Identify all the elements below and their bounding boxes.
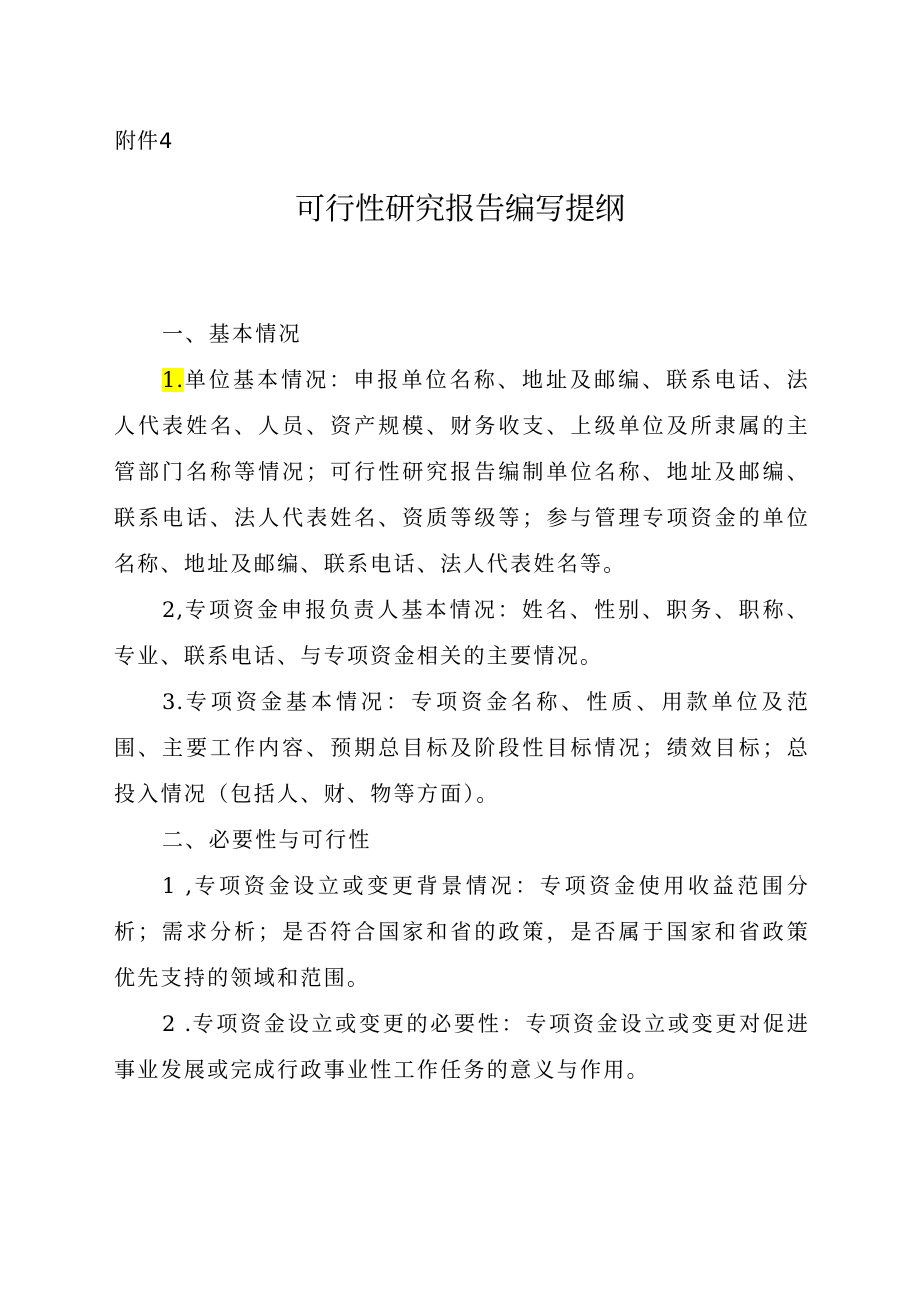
- item-number: 2,: [162, 598, 185, 622]
- document-title: 可行性研究报告编写提纲: [295, 192, 625, 227]
- list-item: [114, 357, 810, 587]
- list-item: [114, 679, 810, 817]
- item-number: 2 .: [162, 1012, 193, 1036]
- list-item: [114, 587, 810, 679]
- section-heading-2: 二、必要性与可行性: [162, 828, 372, 852]
- item-number-highlighted: 1.: [162, 368, 185, 392]
- item-text: 专项资金设立或变更的必要性：专项资金设立或变更对促进事业发展或完成行政事业性工作任务的意义与作用。: [114, 1012, 810, 1082]
- item-text: 单位基本情况：申报单位名称、地址及邮编、联系电话、法人代表姓名、人员、资产规模、财务收支、上级单位及所隶属的主管部门名称等情况；可行性研究报告编制单位名称、地址及邮编、联系电话、法人代表姓名、资质等级等；参与管理专项资金的单位名称、地址及邮编、联系电话、法人代表姓名等。: [114, 368, 810, 576]
- item-number: 3.: [162, 690, 185, 714]
- item-text: 专项资金申报负责人基本情况：姓名、性别、职务、职称、专业、联系电话、与专项资金相关的主要情况。: [114, 598, 810, 668]
- list-item: [114, 1001, 810, 1093]
- item-number: 1 ,: [162, 874, 194, 898]
- document-body: [114, 311, 810, 1093]
- list-item: [114, 863, 810, 1001]
- annex-label: 附件4: [115, 129, 174, 153]
- item-text: 专项资金设立或变更背景情况：专项资金使用收益范围分析；需求分析；是否符合国家和省的政策，是否属于国家和省政策优先支持的领域和范围。: [114, 874, 810, 990]
- item-text: 专项资金基本情况：专项资金名称、性质、用款单位及范围、主要工作内容、预期总目标及阶段性目标情况；绩效目标；总投入情况（包括人、财、物等方面）。: [114, 690, 810, 806]
- section-heading-1: 一、基本情况: [162, 322, 302, 346]
